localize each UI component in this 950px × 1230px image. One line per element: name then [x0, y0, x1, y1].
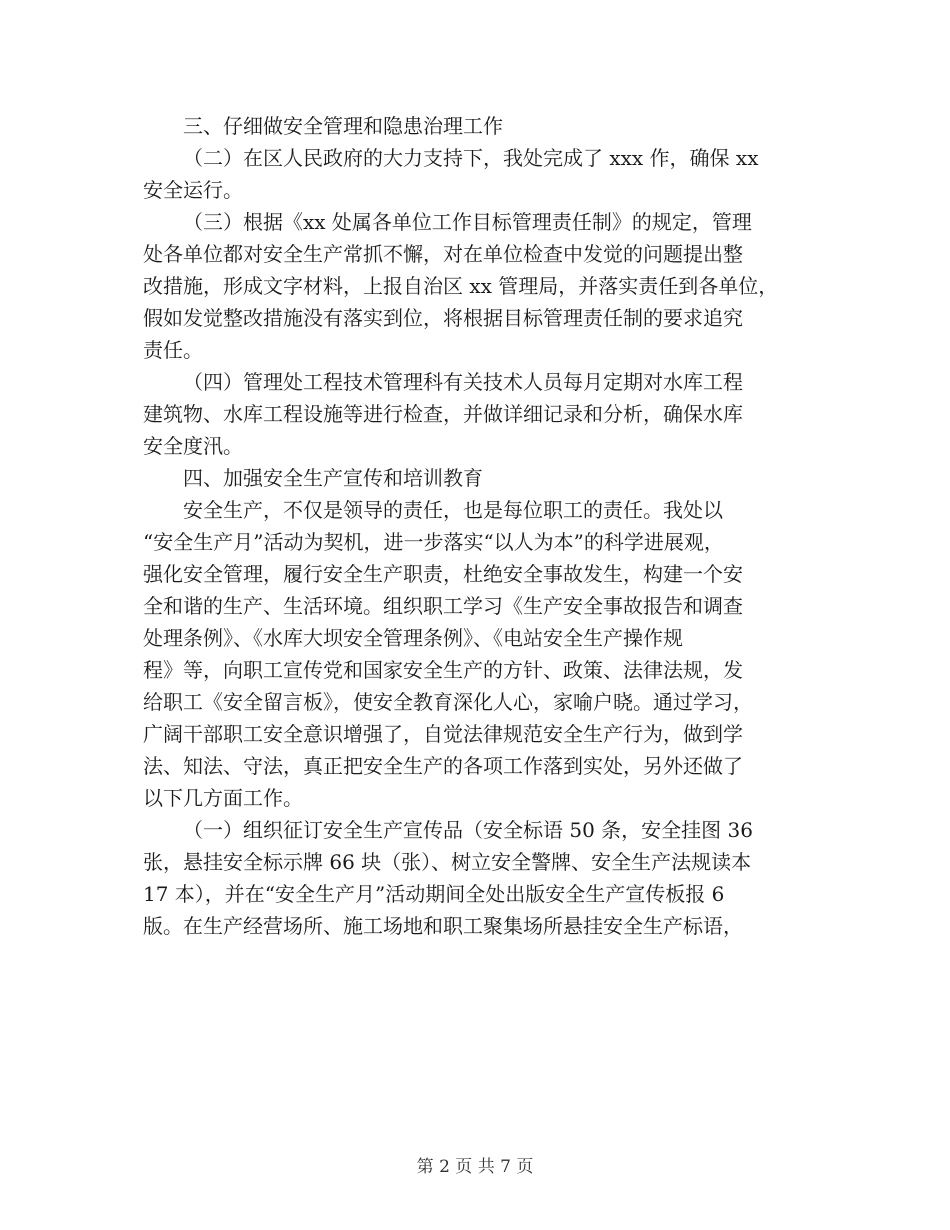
paragraph-line: 安全运行。	[143, 178, 243, 202]
paragraph-line: 程》等，向职工宣传党和国家安全生产的方针、政策、法律法规，发	[143, 658, 743, 682]
paragraph-line: 强化安全管理，履行安全生产职责，杜绝安全事故发生，构建一个安	[143, 562, 743, 586]
document-body	[143, 110, 813, 942]
paragraph-line: 张，悬挂安全标示牌 66 块（张）、树立安全警牌、安全生产法规读本	[143, 850, 752, 874]
paragraph-line: 责任。	[143, 338, 203, 362]
paragraph-line: 建筑物、水库工程设施等进行检查，并做详细记录和分析，确保水库	[143, 402, 743, 426]
paragraph-line: （三）根据《xx 处属各单位工作目标管理责任制》的规定，管理	[183, 210, 752, 234]
paragraph-line: 版。在生产经营场所、施工场地和职工聚集场所悬挂安全生产标语，	[143, 914, 743, 938]
paragraph-line: “安全生产月”活动为契机，进一步落实“以人为本”的科学进展观，	[143, 530, 724, 554]
paragraph-line: 17 本），并在“安全生产月”活动期间全处出版安全生产宣传板报 6	[143, 882, 725, 906]
paragraph-line: （二）在区人民政府的大力支持下，我处完成了 xxx 作，确保 xx	[183, 146, 759, 170]
page-number-footer: 第 2 页 共 7 页	[416, 1157, 534, 1177]
paragraph-line: 安全度汛。	[143, 434, 243, 458]
section-heading-3: 三、仔细做安全管理和隐患治理工作	[183, 114, 503, 138]
paragraph-line: 改措施，形成文字材料，上报自治区 xx 管理局，并落实责任到各单位，	[143, 274, 779, 298]
paragraph-line: 安全生产，不仅是领导的责任，也是每位职工的责任。我处以	[183, 498, 723, 522]
paragraph-line: 处理条例》、《水库大坝安全管理条例》、《电站安全生产操作规	[143, 626, 683, 650]
paragraph-line: 全和谐的生产、生活环境。组织职工学习《生产安全事故报告和调查	[143, 594, 743, 618]
paragraph-line: 处各单位都对安全生产常抓不懈，对在单位检查中发觉的问题提出整	[143, 242, 743, 266]
paragraph-line: 广阔干部职工安全意识增强了，自觉法律规范安全生产行为，做到学	[143, 722, 743, 746]
section-heading-4: 四、加强安全生产宣传和培训教育	[183, 466, 483, 490]
paragraph-line: （四）管理处工程技术管理科有关技术人员每月定期对水库工程	[183, 370, 743, 394]
paragraph-line: 法、知法、守法，真正把安全生产的各项工作落到实处，另外还做了	[143, 754, 743, 778]
paragraph-line: （一）组织征订安全生产宣传品（安全标语 50 条，安全挂图 36	[183, 818, 753, 842]
paragraph-line: 给职工《安全留言板》，使安全教育深化人心，家喻户晓。通过学习，	[143, 690, 753, 714]
paragraph-line: 以下几方面工作。	[143, 786, 303, 810]
paragraph-line: 假如发觉整改措施没有落实到位，将根据目标管理责任制的要求追究	[143, 306, 743, 330]
